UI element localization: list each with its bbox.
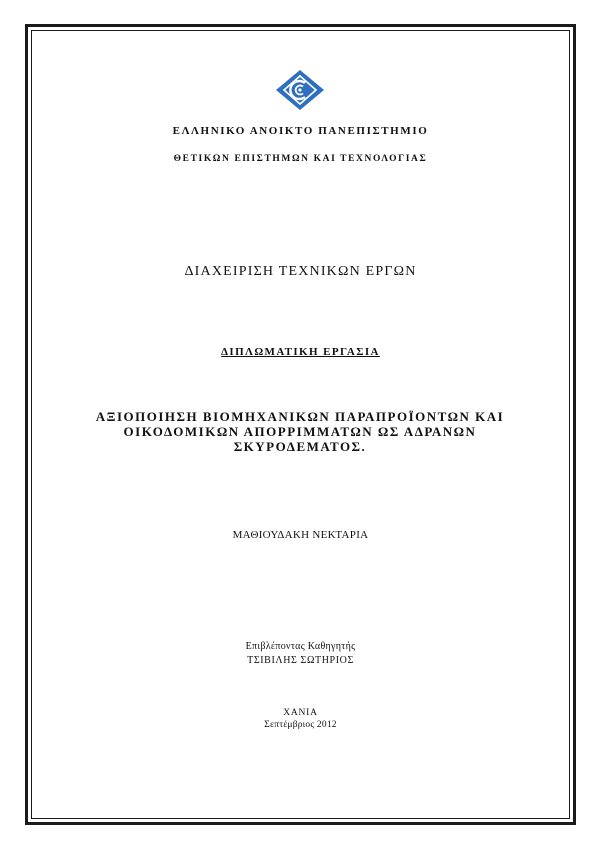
program-name: ΔΙΑΧΕΙΡΙΣΗ ΤΕΧΝΙΚΩΝ ΕΡΓΩΝ: [184, 264, 417, 279]
place: ΧΑΝΙΑ: [283, 708, 318, 718]
supervisor-role: Επιβλέποντας Καθηγητής: [245, 641, 356, 652]
thesis-title-line: ΑΞΙΟΠΟΙΗΣΗ ΒΙΟΜΗΧΑΝΙΚΩΝ ΠΑΡΑΠΡΟΪΟΝΤΩΝ ΚΑΙ: [95, 409, 505, 424]
school-name: ΘΕΤΙΚΩΝ ΕΠΙΣΤΗΜΩΝ ΚΑΙ ΤΕΧΝΟΛΟΓΙΑΣ: [173, 154, 428, 164]
supervisor-name: ΤΣΙΒΙΛΗΣ ΣΩΤΗΡΙΟΣ: [247, 655, 354, 666]
author-name: ΜΑΘΙΟΥΔΑΚΗ ΝΕΚΤΑΡΙΑ: [232, 529, 369, 541]
thesis-title-line: ΟΙΚΟΔΟΜΙΚΩΝ ΑΠΟΡΡΙΜΜΑΤΩΝ ΩΣ ΑΔΡΑΝΩΝ: [123, 424, 477, 439]
date: Σεπτέμβριος 2012: [264, 720, 337, 730]
university-name: ΕΛΛΗΝΙΚΟ ΑΝΟΙΚΤΟ ΠΑΝΕΠΙΣΤΗΜΙΟ: [172, 125, 429, 137]
university-logo-icon: [276, 70, 324, 110]
thesis-title: [60, 409, 540, 454]
document-type: ΔΙΠΛΩΜΑΤΙΚΗ ΕΡΓΑΣΙΑ: [221, 346, 380, 358]
thesis-title-line: ΣΚΥΡΟΔΕΜΑΤΟΣ.: [233, 439, 367, 454]
